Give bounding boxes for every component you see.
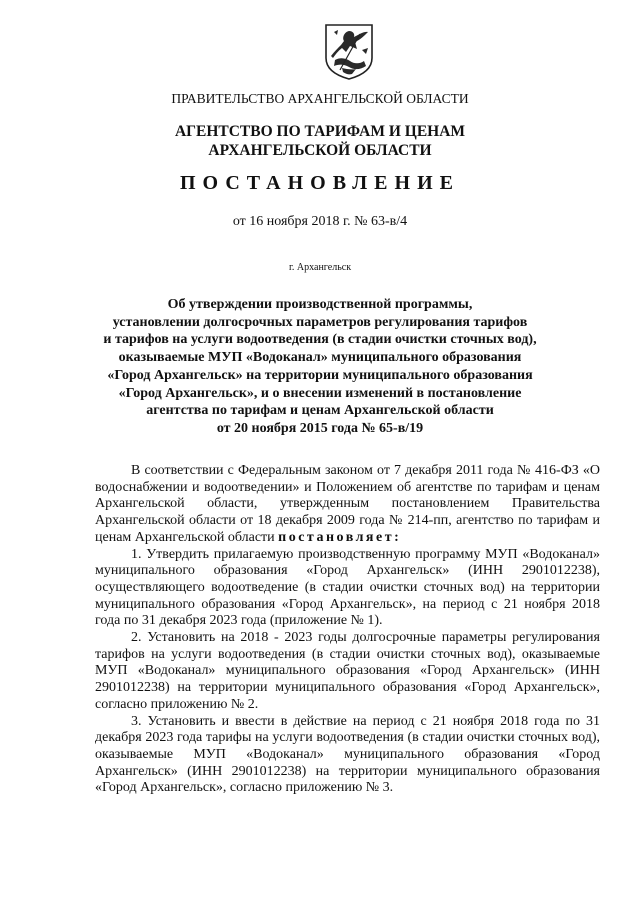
document-type-title: ПОСТАНОВЛЕНИЕ bbox=[180, 172, 460, 194]
item-1-paragraph: 1. Утвердить прилагаемую производственную программу МУП «Водоканал» муниципального образования «Город Архангельск» (ИНН 2901012238), осуществляющего водоотведение (в стадии очистки сточных вод) на территории муниципального образования «Город Архангельск», на период с 21 ноября 2018 года по 31 декабря 2023 года (приложение № 1). bbox=[95, 546, 600, 629]
item-3-paragraph: 3. Установить и ввести в действие на период с 21 ноября 2018 года по 31 декабря 2023 года тарифы на услуги водоотведения (в стадии очистки сточных вод), оказываемые МУП «Водоканал» муниципального образования «Город Архангельск» (ИНН 2901012238) на территории муниципального образования «Город Архангельск», согласно приложению № 3. bbox=[95, 713, 600, 796]
preamble-text: В соответствии с Федеральным законом от 7 декабря 2011 года № 416-ФЗ «О водоснабжении и водоотведении» и Положением об агентстве по тарифам и ценам Архангельской области, утвержденным постановлением Правительства Архангельской области от 18 декабря 2009 года № 214-пп, агентство по тарифам и ценам Архангельской области bbox=[95, 463, 600, 545]
subject-line: агентства по тарифам и ценам Архангельской области bbox=[146, 403, 494, 419]
subject-line: оказываемые МУП «Водоканал» муниципального образования bbox=[118, 350, 522, 366]
decree-word: постановляет: bbox=[278, 529, 402, 545]
document-body bbox=[95, 463, 600, 797]
date-and-number: от 16 ноября 2018 г. № 63-в/4 bbox=[232, 214, 408, 229]
agency-name-line-1: АГЕНТСТВО ПО ТАРИФАМ И ЦЕНАМ bbox=[174, 123, 466, 140]
agency-name-line-2: АРХАНГЕЛЬСКОЙ ОБЛАСТИ bbox=[208, 142, 432, 159]
government-name: ПРАВИТЕЛЬСТВО АРХАНГЕЛЬСКОЙ ОБЛАСТИ bbox=[171, 91, 469, 106]
subject-line: от 20 ноября 2015 года № 65-в/19 bbox=[216, 420, 424, 436]
item-2-paragraph: 2. Установить на 2018 - 2023 годы долгосрочные параметры регулирования тарифов на услуги водоотведения (в стадии очистки сточных вод), оказываемые МУП «Водоканал» муниципального образования «Город Архангельск» (ИНН 2901012238) на территории муниципального образования «Город Архангельск», согласно приложению № 2. bbox=[95, 630, 600, 712]
subject-line: Об утверждении производственной программы, bbox=[167, 297, 473, 312]
city-label: г. Архангельск bbox=[288, 262, 352, 273]
subject-line: и тарифов на услуги водоотведения (в стадии очистки сточных вод), bbox=[103, 332, 537, 348]
coat-of-arms-icon bbox=[322, 22, 376, 80]
subject-line: «Город Архангельск», и о внесении изменений в постановление bbox=[118, 385, 522, 401]
preamble-paragraph bbox=[95, 463, 600, 547]
subject-line: «Город Архангельск» на территории муниципального образования bbox=[107, 367, 533, 383]
document-subject bbox=[0, 296, 640, 438]
subject-line: установлении долгосрочных параметров регулирования тарифов bbox=[112, 314, 528, 330]
agency-name bbox=[0, 122, 640, 160]
